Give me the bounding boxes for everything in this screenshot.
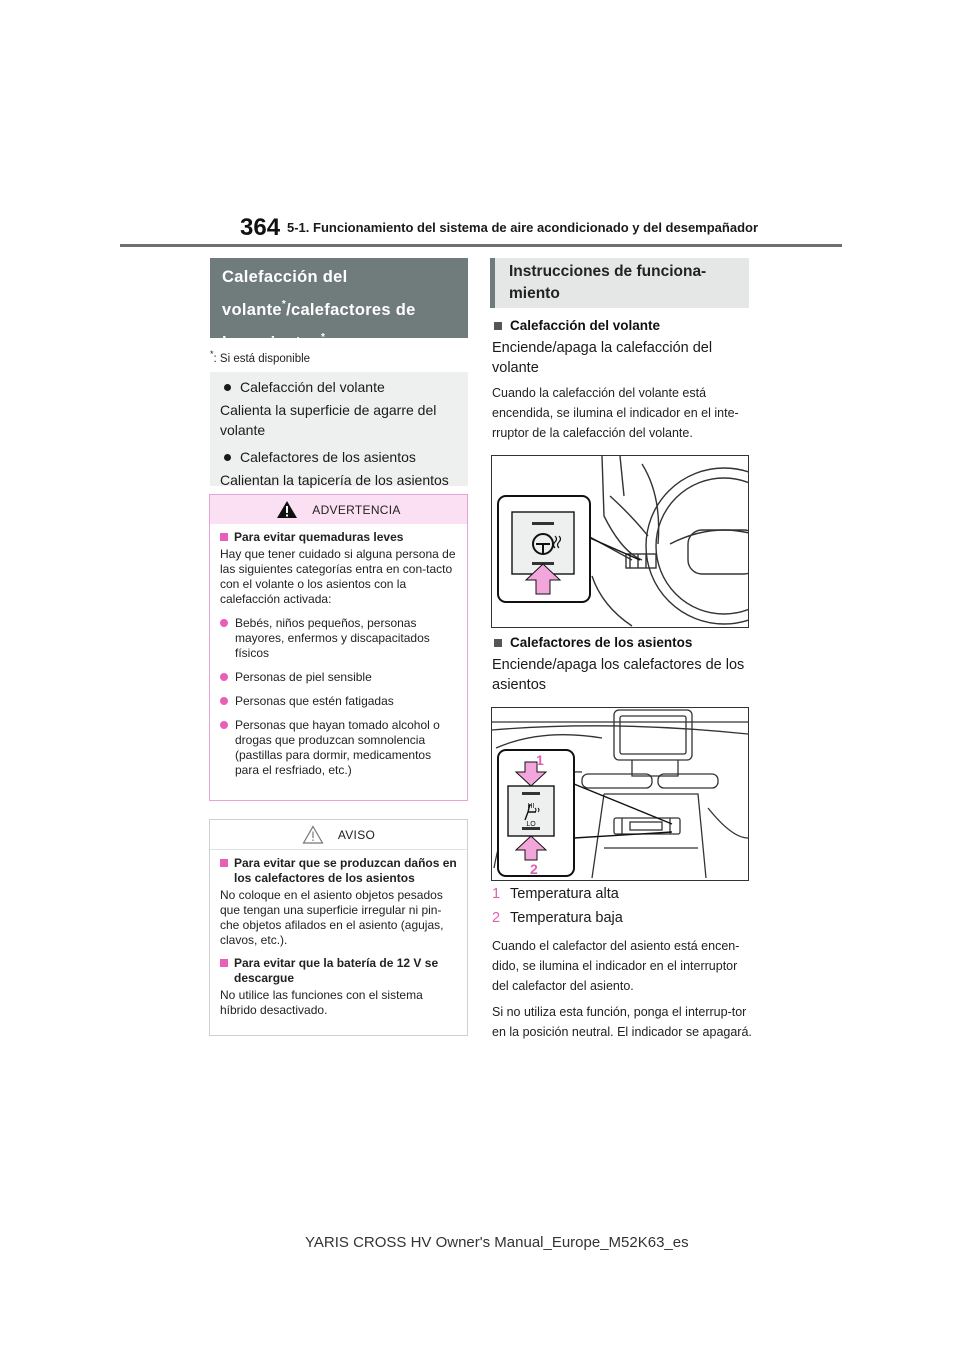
callout-1: 1 <box>536 752 544 768</box>
summary-item-title: Calefactores de los asientos <box>240 449 416 465</box>
warning-triangle-icon <box>276 500 298 519</box>
notice-heading-text: Para evitar que se produzcan daños en los calefactores de los asientos <box>234 856 457 885</box>
square-bullet-icon <box>494 322 502 330</box>
pink-square-icon <box>220 859 228 867</box>
hi-label: HI <box>527 803 535 810</box>
square-bullet-icon <box>494 639 502 647</box>
seats-note-2: Si no utiliza esta función, ponga el interrup-tor en la posición neutral. El indicador se apagará. <box>492 1005 752 1039</box>
footnote-text: : Si está disponible <box>213 352 311 365</box>
pink-dot-icon <box>220 697 228 705</box>
warning-list-item <box>220 670 457 685</box>
pink-dot-icon <box>220 673 228 681</box>
heading-line2b: /calefactores de <box>286 301 416 319</box>
subheading-text: Calefacción del volante <box>510 318 661 333</box>
heading-line2a: volante <box>222 301 282 319</box>
notice-text-2: No utilice las funciones con el sistema híbrido desactivado. <box>220 988 423 1017</box>
footnote <box>210 349 310 365</box>
seats-body: Enciende/apaga los calefactores de los asientos <box>492 657 745 693</box>
notice-heading-2 <box>220 956 457 986</box>
legend-item-high <box>492 886 619 902</box>
warning-header <box>210 495 467 524</box>
subheading-text: Calefactores de los asientos <box>510 635 693 650</box>
header-divider <box>120 244 842 247</box>
warning-list-item <box>220 718 457 778</box>
seat-heater-illustration <box>491 707 749 881</box>
heading-line1: Calefacción del <box>222 268 348 286</box>
subheading-steering <box>492 318 660 333</box>
pink-square-icon <box>220 533 228 541</box>
section-heading-heaters <box>210 258 468 352</box>
notice-label: AVISO <box>337 827 376 842</box>
warning-item-text: Bebés, niños pequeños, personas mayores, enfermos y discapacitados físicos <box>235 616 430 660</box>
notice-box <box>209 819 468 1036</box>
caution-triangle-icon <box>302 825 324 844</box>
steering-heater-illustration <box>491 455 749 628</box>
legend-number: 2 <box>492 910 501 926</box>
warning-list-item <box>220 694 457 709</box>
bullet-dot-icon <box>224 384 231 391</box>
legend-number: 1 <box>492 886 501 902</box>
pink-square-icon <box>220 959 228 967</box>
page-number: 364 <box>240 214 281 241</box>
pink-dot-icon <box>220 619 228 627</box>
lo-label: LO <box>526 821 536 828</box>
warning-heading <box>220 530 457 545</box>
seat-figure-svg <box>492 708 748 880</box>
section-title: 5-1. Funcionamiento del sistema de aire acondicionado y del desempañador <box>287 220 759 235</box>
summary-item-desc: Calienta la superficie de agarre del volante <box>220 402 437 438</box>
summary-item-steering <box>220 376 458 398</box>
legend-item-low <box>492 910 623 926</box>
heading-star-2: * <box>320 332 326 343</box>
summary-item-desc: Calientan la tapicería de los asientos <box>220 472 449 488</box>
pink-dot-icon <box>220 721 228 729</box>
seats-note-1: Cuando el calefactor del asiento está encen-dido, se ilumina el indicador en el interruptor del calefactor del asiento. <box>492 939 740 993</box>
steering-body: Enciende/apaga la calefacción del volante <box>492 340 713 376</box>
warning-list-item <box>220 616 457 661</box>
heading-line3: los asientos <box>222 334 321 352</box>
summary-item-seats <box>220 446 458 468</box>
notice-text-1: No coloque en el asiento objetos pesados que tengan una superficie irregular ni pin-che objetos afilados en el asiento (agujas, clavos, etc.). <box>220 888 444 947</box>
notice-heading-1 <box>220 856 457 886</box>
footnote-mark: * <box>210 349 214 359</box>
notice-header <box>210 820 467 850</box>
footer-text: YARIS CROSS HV Owner's Manual_Europe_M52K63_es <box>305 1234 689 1251</box>
subheading-seats <box>492 635 692 650</box>
warning-item-text: Personas de piel sensible <box>235 670 372 684</box>
warning-item-text: Personas que estén fatigadas <box>235 694 394 708</box>
steering-note: Cuando la calefacción del volante está encendida, se ilumina el indicador en el inte-rruptor de la calefacción del volante. <box>492 386 739 440</box>
notice-heading-text: Para evitar que la batería de 12 V se descargue <box>234 956 439 985</box>
section-heading-instructions: Instrucciones de funciona-miento <box>490 258 749 308</box>
warning-label: ADVERTENCIA <box>312 502 401 517</box>
summary-item-title: Calefacción del volante <box>240 379 385 395</box>
bullet-dot-icon <box>224 454 231 461</box>
warning-item-text: Personas que hayan tomado alcohol o drogas que produzcan somnolencia (pastillas para dormir, medicamentos para el resfriado, etc.) <box>235 718 440 777</box>
warning-intro: Hay que tener cuidado si alguna persona de las siguientes categorías entra en con-tacto con el volante o los asientos con la calefacción activada: <box>220 547 456 606</box>
callout-2: 2 <box>530 861 538 877</box>
warning-box <box>209 494 468 801</box>
legend-text: Temperatura alta <box>510 886 619 902</box>
warning-heading-text: Para evitar quemaduras leves <box>234 530 404 544</box>
steering-figure-svg <box>492 456 748 627</box>
heading-star-1: * <box>281 299 287 310</box>
legend-text: Temperatura baja <box>510 910 623 926</box>
summary-box <box>210 372 468 486</box>
